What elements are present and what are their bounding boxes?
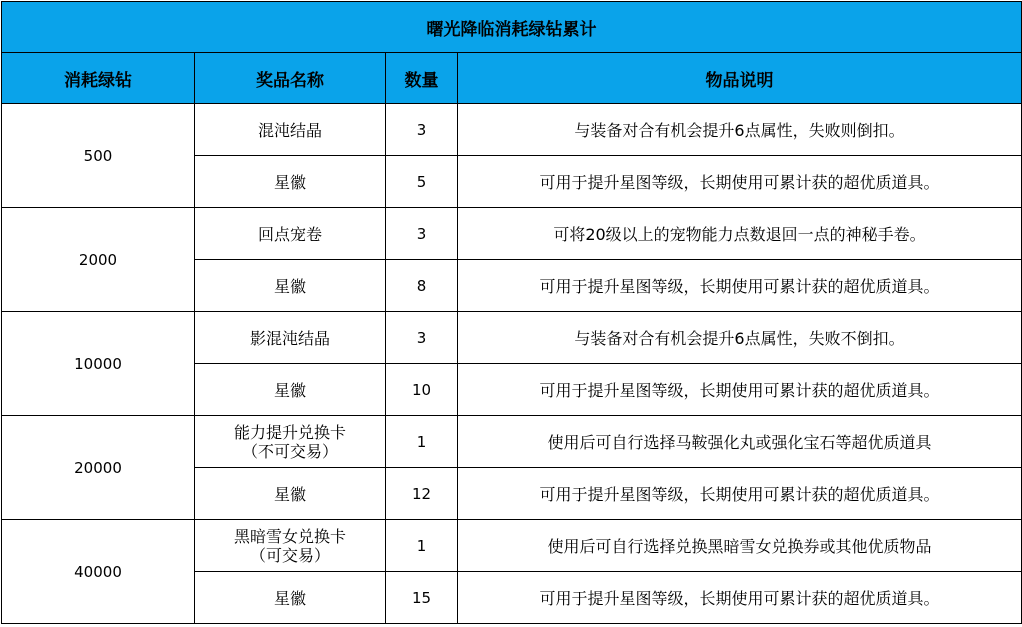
header-desc: 物品说明 bbox=[458, 53, 1022, 104]
prize-name-cell: 回点宠卷 bbox=[195, 208, 386, 260]
quantity-cell: 3 bbox=[386, 104, 458, 156]
cost-cell: 2000 bbox=[2, 208, 195, 312]
quantity-cell: 3 bbox=[386, 208, 458, 260]
cost-cell: 500 bbox=[2, 104, 195, 208]
quantity-cell: 10 bbox=[386, 364, 458, 416]
header-name: 奖品名称 bbox=[195, 53, 386, 104]
cost-cell: 40000 bbox=[2, 520, 195, 624]
table-row bbox=[2, 520, 1022, 572]
prize-name-cell: 星徽 bbox=[195, 260, 386, 312]
header-qty: 数量 bbox=[386, 53, 458, 104]
description-cell: 可用于提升星图等级，长期使用可累计获的超优质道具。 bbox=[458, 572, 1022, 624]
table-row bbox=[2, 312, 1022, 364]
quantity-cell: 8 bbox=[386, 260, 458, 312]
description-cell: 可用于提升星图等级，长期使用可累计获的超优质道具。 bbox=[458, 260, 1022, 312]
table-row bbox=[2, 104, 1022, 156]
header-cost: 消耗绿钻 bbox=[2, 53, 195, 104]
prize-name: 黑暗雪女兑换卡 bbox=[233, 526, 346, 546]
prize-trade-note: （不可交易） bbox=[241, 441, 338, 461]
quantity-cell: 12 bbox=[386, 468, 458, 520]
cost-cell: 10000 bbox=[2, 312, 195, 416]
description-cell: 与装备对合有机会提升6点属性，失败则倒扣。 bbox=[458, 104, 1022, 156]
description-cell: 与装备对合有机会提升6点属性，失败不倒扣。 bbox=[458, 312, 1022, 364]
quantity-cell: 3 bbox=[386, 312, 458, 364]
prize-name-cell: 星徽 bbox=[195, 572, 386, 624]
table-row bbox=[2, 208, 1022, 260]
table-title: 曙光降临消耗绿钻累计 bbox=[2, 2, 1022, 53]
table-row bbox=[2, 416, 1022, 468]
prize-name: 能力提升兑换卡 bbox=[233, 422, 346, 442]
prize-trade-note: （可交易） bbox=[249, 545, 330, 565]
header-row bbox=[2, 53, 1022, 104]
quantity-cell: 5 bbox=[386, 156, 458, 208]
prize-name-cell: 星徽 bbox=[195, 468, 386, 520]
prize-name-cell: 星徽 bbox=[195, 156, 386, 208]
description-cell: 可用于提升星图等级，长期使用可累计获的超优质道具。 bbox=[458, 364, 1022, 416]
prize-name-cell bbox=[195, 520, 386, 572]
title-row bbox=[2, 2, 1022, 53]
prize-name-cell bbox=[195, 416, 386, 468]
rewards-table bbox=[1, 1, 1022, 624]
prize-name-cell: 星徽 bbox=[195, 364, 386, 416]
quantity-cell: 1 bbox=[386, 416, 458, 468]
description-cell: 可用于提升星图等级，长期使用可累计获的超优质道具。 bbox=[458, 468, 1022, 520]
description-cell: 使用后可自行选择马鞍强化丸或强化宝石等超优质道具 bbox=[458, 416, 1022, 468]
quantity-cell: 15 bbox=[386, 572, 458, 624]
prize-name-cell: 影混沌结晶 bbox=[195, 312, 386, 364]
prize-name-cell: 混沌结晶 bbox=[195, 104, 386, 156]
description-cell: 可用于提升星图等级，长期使用可累计获的超优质道具。 bbox=[458, 156, 1022, 208]
description-cell: 使用后可自行选择兑换黑暗雪女兑换券或其他优质物品 bbox=[458, 520, 1022, 572]
description-cell: 可将20级以上的宠物能力点数退回一点的神秘手卷。 bbox=[458, 208, 1022, 260]
cost-cell: 20000 bbox=[2, 416, 195, 520]
quantity-cell: 1 bbox=[386, 520, 458, 572]
